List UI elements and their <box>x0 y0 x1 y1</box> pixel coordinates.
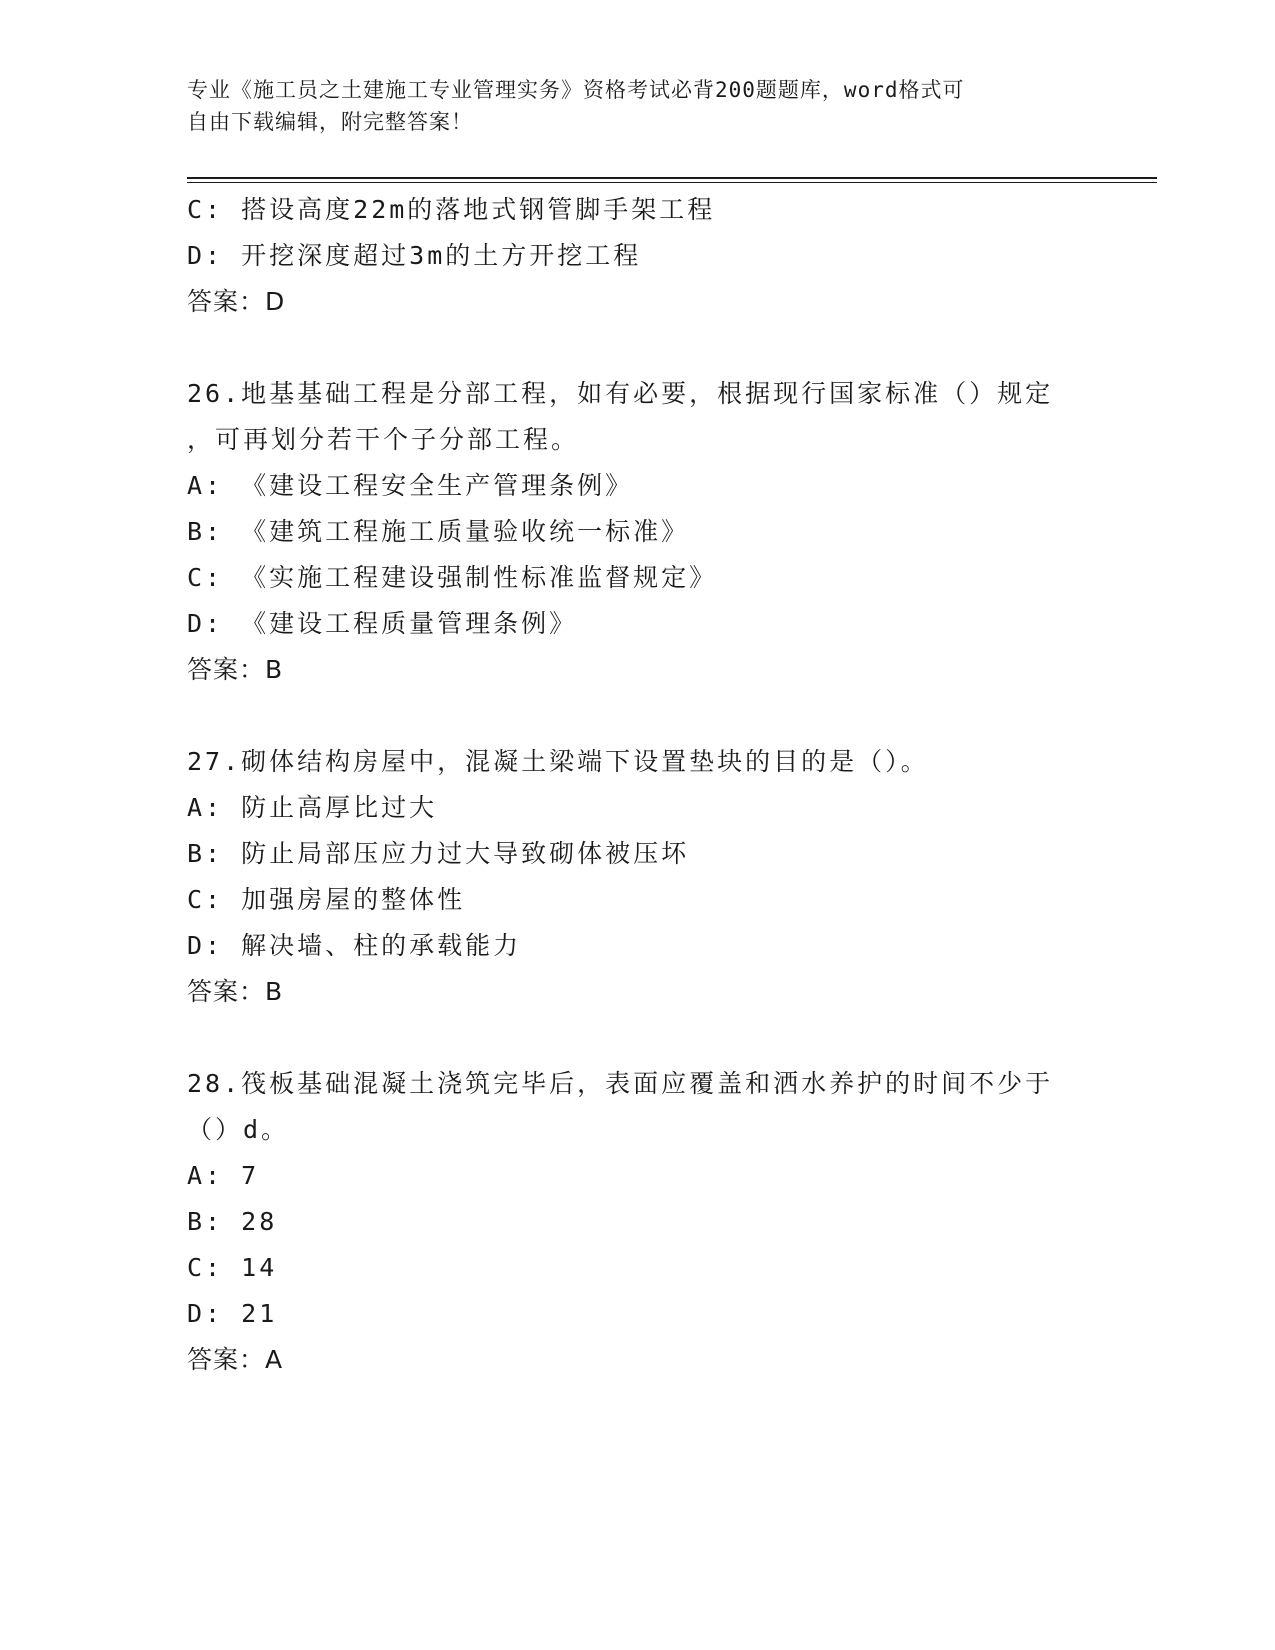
question-stem: 27.砌体结构房屋中，混凝土梁端下设置垫块的目的是（）。 <box>187 747 929 776</box>
question-stem: 28.筏板基础混凝土浇筑完毕后，表面应覆盖和洒水养护的时间不少于 <box>187 1069 1054 1098</box>
header-line-2: 自由下载编辑，附完整答案！ <box>187 110 473 134</box>
option-d: D: 《建设工程质量管理条例》 <box>187 609 578 638</box>
option-b: B: 《建筑工程施工质量验收统一标准》 <box>187 517 690 546</box>
question-block-27 <box>187 739 1087 1015</box>
answer-line: 答案：B <box>187 655 284 684</box>
option-b: B: 28 <box>187 1207 278 1236</box>
question-list <box>187 187 1087 1383</box>
header-line-1: 专业《施工员之土建施工专业管理实务》资格考试必背200题题库，word格式可 <box>187 78 965 102</box>
option-c: C: 搭设高度22m的落地式钢管脚手架工程 <box>187 195 716 224</box>
option-d: D: 解决墙、柱的承载能力 <box>187 931 522 960</box>
option-c: C: 《实施工程建设强制性标准监督规定》 <box>187 563 718 592</box>
question-stem-continued: （）d。 <box>187 1115 290 1144</box>
question-block-28 <box>187 1061 1087 1383</box>
spacer <box>187 325 1087 371</box>
option-d: D: 21 <box>187 1299 278 1328</box>
option-a: A: 防止高厚比过大 <box>187 793 438 822</box>
option-a: A: 《建设工程安全生产管理条例》 <box>187 471 634 500</box>
question-stem-continued: ，可再划分若干个子分部工程。 <box>187 425 580 454</box>
answer-line: 答案：D <box>187 287 286 316</box>
option-b: B: 防止局部压应力过大导致砌体被压坏 <box>187 839 690 868</box>
answer-line: 答案：B <box>187 977 284 1006</box>
header-divider-thick <box>187 177 1157 179</box>
option-a: A: 7 <box>187 1161 260 1190</box>
option-c: C: 加强房屋的整体性 <box>187 885 466 914</box>
spacer <box>187 1015 1087 1061</box>
document-header <box>187 74 1067 138</box>
question-stem: 26.地基基础工程是分部工程，如有必要，根据现行国家标准（）规定 <box>187 379 1054 408</box>
spacer <box>187 693 1087 739</box>
option-d: D: 开挖深度超过3m的土方开挖工程 <box>187 241 642 270</box>
header-divider-thin <box>187 182 1157 183</box>
answer-line: 答案：A <box>187 1345 284 1374</box>
question-block-26 <box>187 371 1087 693</box>
option-c: C: 14 <box>187 1253 278 1282</box>
question-block-25 <box>187 187 1087 325</box>
